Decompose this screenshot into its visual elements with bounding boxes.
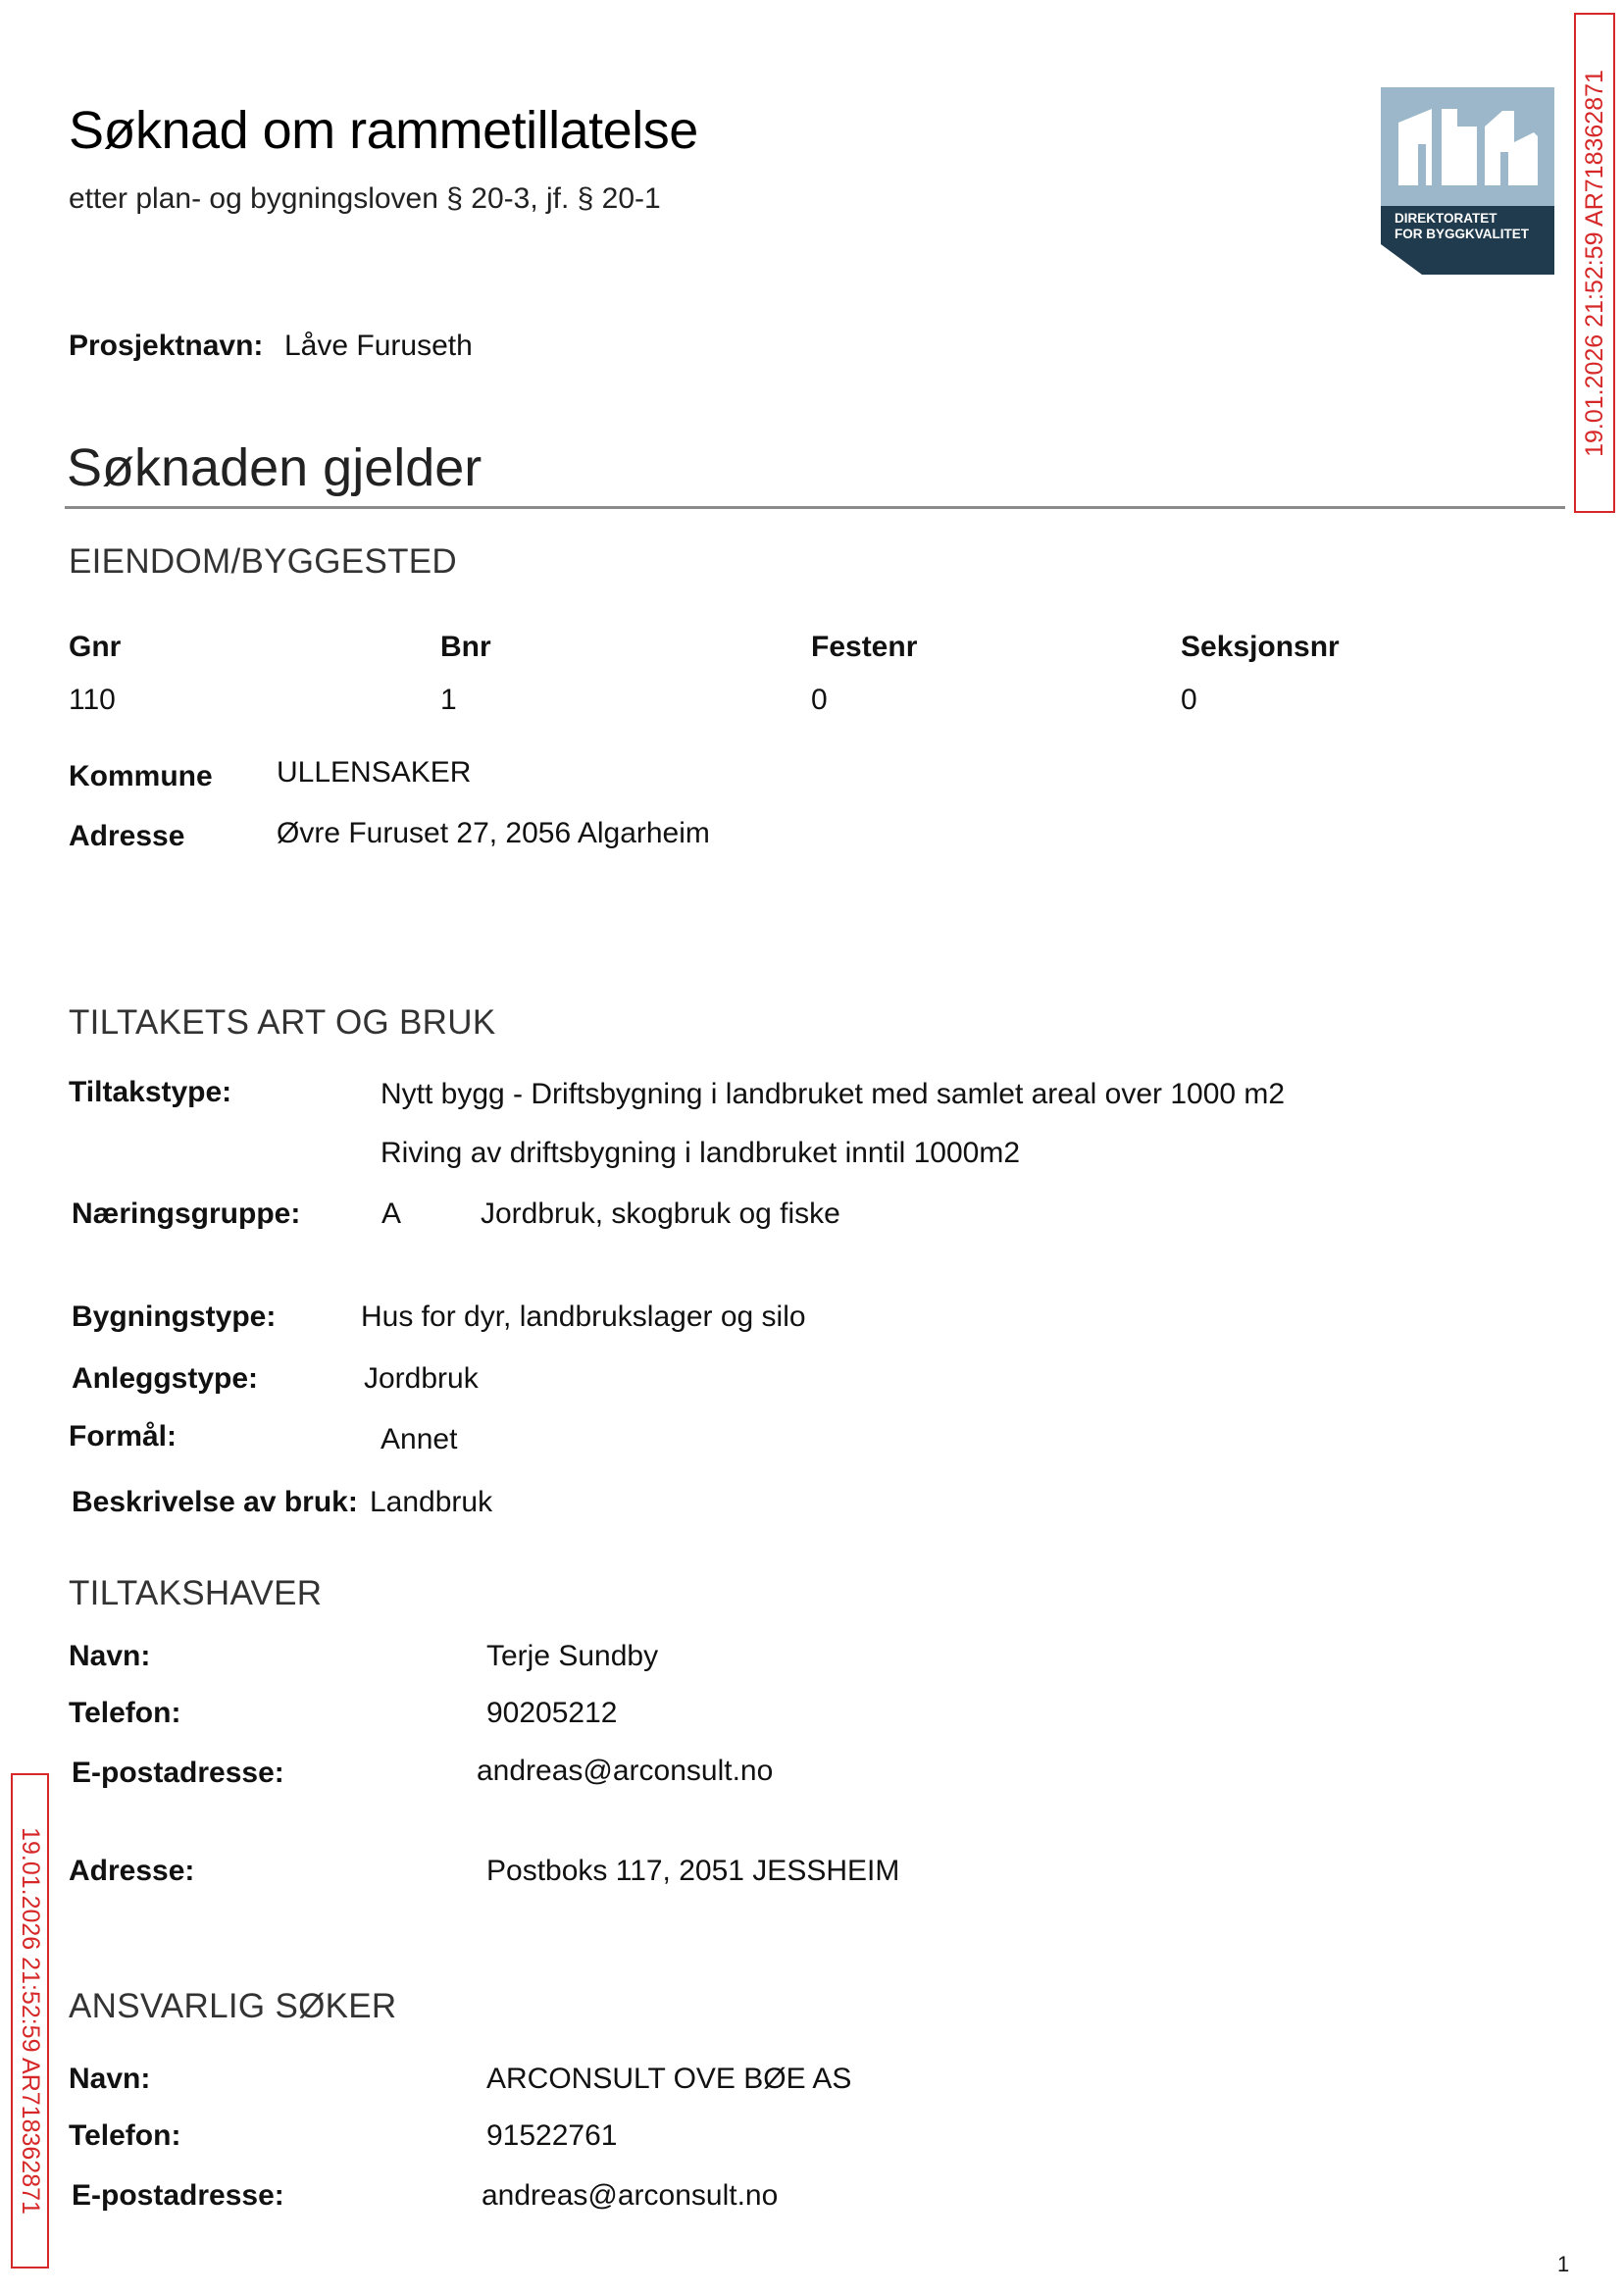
project-name-label: Prosjektnavn: [69,330,264,362]
naeringsgruppe-code: A [381,1198,402,1230]
col-header-bnr: Bnr [440,631,491,663]
dibk-logo-graphic [1381,87,1554,275]
logo-text-line1: DIREKTORATET [1395,211,1497,226]
anleggstype-value: Jordbruk [364,1362,479,1395]
section-divider [65,506,1565,509]
dibk-logo [1381,87,1554,275]
bygningstype-label: Bygningstype: [72,1300,277,1333]
beskrivelse-value: Landbruk [370,1486,493,1518]
timestamp-stamp-top [1574,13,1615,513]
tiltakstype-value-1: Nytt bygg - Driftsbygning i landbruket med samlet areal over 1000 m2 [381,1078,1286,1110]
timestamp-stamp-side [11,1773,49,2269]
tiltakshaver-heading: TILTAKSHAVER [69,1574,323,1612]
section-title: Søknaden gjelder [67,438,482,497]
formal-value: Annet [381,1423,458,1455]
col-header-seksjonsnr: Seksjonsnr [1181,631,1340,663]
ansvarlig-heading: ANSVARLIG SØKER [69,1987,397,2025]
ansvarlig-epost-value: andreas@arconsult.no [482,2179,779,2212]
tiltakshaver-navn-value: Terje Sundby [486,1640,659,1672]
ansvarlig-telefon-label: Telefon: [69,2119,181,2152]
value-bnr: 1 [440,684,457,716]
value-seksjonsnr: 0 [1181,684,1197,716]
project-name-value: Låve Furuseth [284,330,473,362]
document-title: Søknad om rammetillatelse [69,101,698,160]
ansvarlig-telefon-value: 91522761 [486,2119,618,2152]
tiltakshaver-telefon-value: 90205212 [486,1697,618,1729]
adresse-value: Øvre Furuset 27, 2056 Algarheim [277,817,710,849]
property-heading: EIENDOM/BYGGESTED [69,542,457,581]
naeringsgruppe-value: Jordbruk, skogbruk og fiske [481,1198,840,1230]
stamp-text-top: 19.01.2026 21:52:59 AR718362871 [1580,69,1608,457]
tiltakstype-value-2: Riving av driftsbygning i landbruket inntil 1000m2 [381,1137,1021,1169]
ansvarlig-navn-value: ARCONSULT OVE BØE AS [486,2063,852,2095]
document-subtitle: etter plan- og bygningsloven § 20-3, jf. § 20-1 [69,182,661,215]
ansvarlig-navn-label: Navn: [69,2063,151,2095]
kommune-label: Kommune [69,760,213,792]
tiltakshaver-adresse-value: Postboks 117, 2051 JESSHEIM [486,1855,900,1887]
bygningstype-value: Hus for dyr, landbrukslager og silo [361,1300,806,1333]
kommune-value: ULLENSAKER [277,756,472,789]
anleggstype-label: Anleggstype: [72,1362,259,1395]
naeringsgruppe-label: Næringsgruppe: [72,1198,301,1230]
page-number: 1 [1557,2252,1570,2276]
tiltakshaver-epost-label: E-postadresse: [72,1757,284,1789]
beskrivelse-label: Beskrivelse av bruk: [72,1486,358,1518]
tiltak-heading: TILTAKETS ART OG BRUK [69,1003,496,1042]
ansvarlig-epost-label: E-postadresse: [72,2179,284,2212]
tiltakshaver-navn-label: Navn: [69,1640,151,1672]
adresse-label: Adresse [69,820,185,852]
tiltakshaver-telefon-label: Telefon: [69,1697,181,1729]
value-gnr: 110 [69,684,116,716]
tiltakshaver-epost-value: andreas@arconsult.no [477,1755,774,1787]
tiltakstype-label: Tiltakstype: [69,1076,232,1108]
col-header-gnr: Gnr [69,631,122,663]
formal-label: Formål: [69,1420,178,1453]
value-festenr: 0 [811,684,828,716]
stamp-text-side: 19.01.2026 21:52:59 AR718362871 [17,1827,44,2215]
col-header-festenr: Festenr [811,631,918,663]
tiltakshaver-adresse-label: Adresse: [69,1855,195,1887]
logo-text-line2: FOR BYGGKVALITET [1395,227,1529,241]
